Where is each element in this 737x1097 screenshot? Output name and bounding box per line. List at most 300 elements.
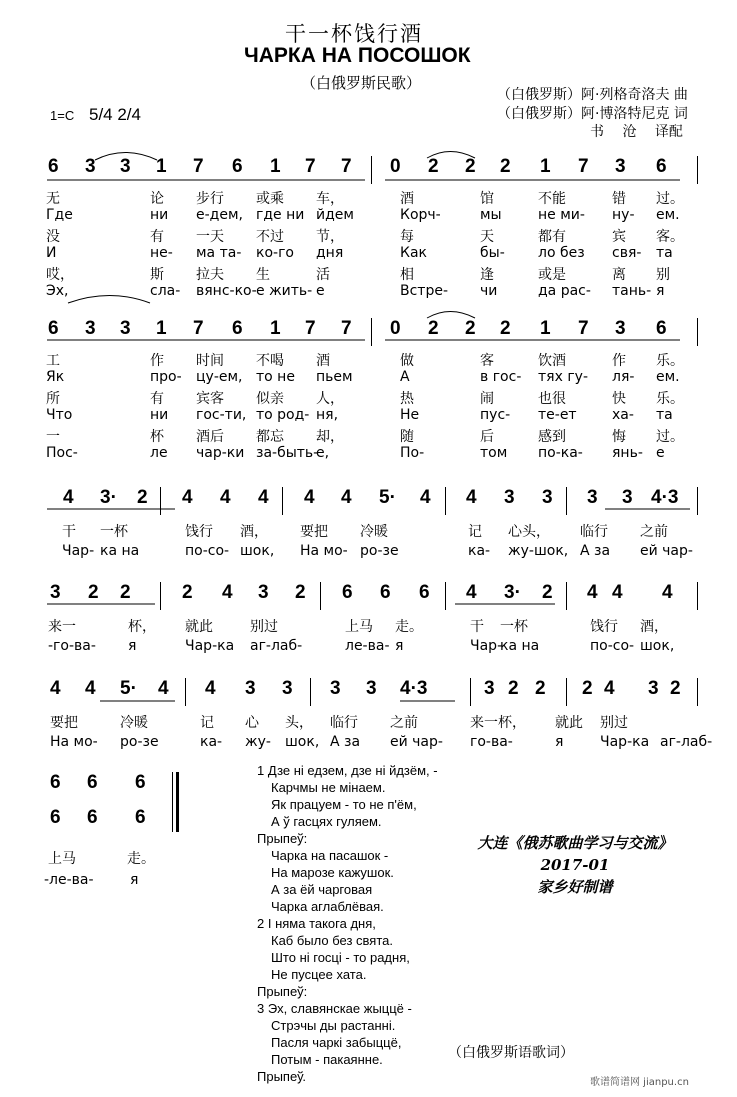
refrain-row-3 xyxy=(0,678,737,708)
note: 2 xyxy=(465,156,476,177)
verse-lyric: 生 xyxy=(256,267,270,283)
note: 4 xyxy=(466,487,477,508)
verse-lyric: А xyxy=(400,369,410,385)
note: 2 xyxy=(582,678,593,699)
refrain-lyric-ru: ро-зе xyxy=(120,734,159,750)
verse-lyric: пус- xyxy=(480,407,511,423)
stamp-line-1: 大连《俄苏歌曲学习与交流》 xyxy=(477,834,673,852)
belarusian-lyric-line: Пасля чаркі забыццё, xyxy=(271,1035,402,1050)
verse-lyric: 客。 xyxy=(656,229,684,245)
refrain-row-1-lyrics xyxy=(0,521,737,561)
note: 4 xyxy=(85,678,96,699)
note: 3 xyxy=(587,487,598,508)
note: 6 xyxy=(342,582,353,603)
refrain-lyric-cn: 别过 xyxy=(600,715,628,731)
note: 4·3 xyxy=(400,678,428,699)
refrain-lyric-ru: ка- xyxy=(200,734,223,750)
verse-lyric: 酒 xyxy=(400,191,414,207)
refrain-lyric-ru: На мо- xyxy=(50,734,98,750)
verse-lyric: Корч- xyxy=(400,207,441,223)
verse-lyric: ле xyxy=(150,445,168,461)
verse-lyric: 不喝 xyxy=(256,353,284,369)
refrain-lyric-ru: Чар- xyxy=(470,638,503,654)
refrain-lyric-cn: 干 xyxy=(62,524,76,540)
note: 2 xyxy=(542,582,553,603)
verse-lyric: янь- xyxy=(612,445,643,461)
verse-lyric: йдем xyxy=(316,207,354,223)
verse-lyric: Пос- xyxy=(46,445,78,461)
refrain-row-1 xyxy=(0,487,737,517)
verse-lyric: где ни xyxy=(256,207,305,223)
verse-lyric: не- xyxy=(150,245,173,261)
note: 2 xyxy=(120,582,131,603)
note: 3 xyxy=(484,678,495,699)
verse-lyric: 哎， xyxy=(46,267,74,283)
refrain-lyric-cn: 心头， xyxy=(508,524,550,540)
refrain-lyric-cn: 别过 xyxy=(250,619,278,635)
note: 2 xyxy=(500,318,511,339)
note: 4 xyxy=(205,678,216,699)
verse-lyric: 斯 xyxy=(150,267,164,283)
note: 2 xyxy=(670,678,681,699)
verse-lyric: 有 xyxy=(150,229,164,245)
refrain-lyric-ru: Чар-ка xyxy=(185,638,235,654)
verse-lyric: 车， xyxy=(316,191,344,207)
note: 3 xyxy=(258,582,269,603)
refrain-lyric-ru: шок, xyxy=(240,543,275,559)
note: 4 xyxy=(420,487,431,508)
note: 6 xyxy=(48,318,59,339)
verse-lyric: 闹 xyxy=(480,391,494,407)
verse-lyric: 宾 xyxy=(612,229,626,245)
refrain-lyric-cn: 要把 xyxy=(300,524,328,540)
verse-lyric: ну- xyxy=(612,207,635,223)
verse-lyric: бы- xyxy=(480,245,505,261)
verse-lyric: 酒后 xyxy=(196,429,224,445)
note: 2 xyxy=(500,156,511,177)
verse-lyric: мы xyxy=(480,207,502,223)
belarusian-lyric-line: Не пусцее хата. xyxy=(271,967,367,982)
stamp xyxy=(440,832,710,898)
refrain-lyric-ru: аг-лаб- xyxy=(660,734,713,750)
subtitle: （白俄罗斯民歌） xyxy=(301,74,422,92)
verse-lyric: 步行 xyxy=(196,191,224,207)
belarusian-lyric-line: Стрэчы ды растанні. xyxy=(271,1018,396,1033)
belarusian-lyric-line: На марозе кажушок. xyxy=(271,865,394,880)
verse-lyric: те-ет xyxy=(538,407,577,423)
note: 4 xyxy=(50,678,61,699)
note: 1 xyxy=(156,318,167,339)
note: 5· xyxy=(379,487,396,508)
refrain-lyric-ru: ка на xyxy=(100,543,140,559)
verse-lyric: 悔 xyxy=(612,429,626,445)
belarusian-lyric-line: 3 Эх, славянскае жыццё - xyxy=(257,1001,412,1016)
note: 6 xyxy=(50,807,61,828)
refrain-lyric-cn: 头， xyxy=(285,715,313,731)
verse-lyric: чар-ки xyxy=(196,445,245,461)
verse-lyric: я xyxy=(656,283,665,299)
credit-lyrics: （白俄罗斯）阿·博洛特尼克 词 xyxy=(497,106,688,122)
verse-lyric: вянс-ко- xyxy=(196,283,257,299)
note: 2 xyxy=(137,487,148,508)
belarusian-lyric-line: Прыпеў: xyxy=(257,984,308,999)
note: 5· xyxy=(120,678,137,699)
verse-lyric: 宾客 xyxy=(196,391,224,407)
note: 3 xyxy=(85,318,96,339)
refrain-lyric-cn: 一杯 xyxy=(100,524,128,540)
refrain-lyric-ru: шок, xyxy=(640,638,675,654)
verse-lyric: И xyxy=(46,245,57,261)
verse-lyric: 有 xyxy=(150,391,164,407)
verse-lyric: 似亲 xyxy=(256,391,284,407)
refrain-row-2-lyrics xyxy=(0,616,737,656)
refrain-lyric-cn: 记 xyxy=(200,715,214,731)
belarusian-lyric-line: 2 І няма такога дня, xyxy=(257,916,376,931)
note: 6 xyxy=(656,156,667,177)
verse-lyric: Как xyxy=(400,245,427,261)
ending-lyric-ru-1: -ле-ва- xyxy=(44,872,94,888)
verse-lyric: 或乘 xyxy=(256,191,284,207)
refrain-lyric-cn: 之前 xyxy=(390,715,418,731)
note: 6 xyxy=(87,807,98,828)
verse-lyric: 不能 xyxy=(538,191,566,207)
verse-lyric: ни xyxy=(150,207,169,223)
note: 4 xyxy=(63,487,74,508)
verse-lyric: 乐。 xyxy=(656,391,684,407)
refrain-lyric-cn: 要把 xyxy=(50,715,78,731)
verse-lyric: 过。 xyxy=(656,191,684,207)
note: 2 xyxy=(182,582,193,603)
refrain-lyric-cn: 来一 xyxy=(48,619,76,635)
refrain-lyric-cn: 冷暖 xyxy=(120,715,148,731)
verse-lyric: Что xyxy=(46,407,73,423)
refrain-lyric-cn: 就此 xyxy=(185,619,213,635)
refrain-lyric-cn: 饯行 xyxy=(185,524,213,540)
note: 7 xyxy=(193,318,204,339)
verse-lyric: ем. xyxy=(656,207,680,223)
verse-lyric: е, xyxy=(316,445,330,461)
verse-lyric: 一天 xyxy=(196,229,224,245)
verse-lyric: 都忘 xyxy=(256,429,284,445)
verse-lyric: 热 xyxy=(400,391,414,407)
verse-lyric: 别 xyxy=(656,267,670,283)
note: 4 xyxy=(258,487,269,508)
lyrics-language-note: （白俄罗斯语歌词） xyxy=(448,1045,574,1061)
ending-lyric-cn-1: 上马 xyxy=(48,851,76,867)
credit-translation: 书 沧 译配 xyxy=(590,124,683,140)
note: 6 xyxy=(380,582,391,603)
verse-lyric: 工 xyxy=(46,353,60,369)
verse-lyric: Як xyxy=(46,369,65,385)
verse-lyric: 时间 xyxy=(196,353,224,369)
verse-lyric: е xyxy=(656,445,665,461)
note: 2 xyxy=(295,582,306,603)
title-chinese: 干一杯饯行酒 xyxy=(285,22,423,46)
refrain-lyric-cn: 临行 xyxy=(580,524,608,540)
verse-lyric: 拉夫 xyxy=(196,267,224,283)
verse-lyric: в гос- xyxy=(480,369,522,385)
note: 4 xyxy=(341,487,352,508)
verse-lyric: Не xyxy=(400,407,420,423)
refrain-lyric-cn: 酒， xyxy=(240,524,268,540)
verse-lyric: 无 xyxy=(46,191,60,207)
verse-lyric: гос-ти, xyxy=(196,407,247,423)
verse-lyric: ма та- xyxy=(196,245,242,261)
note: 7 xyxy=(578,156,589,177)
note: 3 xyxy=(50,582,61,603)
verse-row-2 xyxy=(0,318,737,348)
note: 4 xyxy=(182,487,193,508)
note: 3 xyxy=(542,487,553,508)
note: 2 xyxy=(88,582,99,603)
note: 1 xyxy=(156,156,167,177)
note: 6 xyxy=(87,772,98,793)
note: 3 xyxy=(120,318,131,339)
ending-lyric-ru-2: я xyxy=(130,872,139,888)
belarusian-lyrics xyxy=(257,762,438,1085)
stamp-line-2: 2017-01 xyxy=(540,856,610,874)
note: 4 xyxy=(587,582,598,603)
note: 6 xyxy=(419,582,430,603)
watermark: 歌谱简谱网 jianpu.cn xyxy=(590,1077,689,1088)
note: 4 xyxy=(604,678,615,699)
refrain-lyric-ru: по-со- xyxy=(185,543,230,559)
verse-lyric: е-дем, xyxy=(196,207,243,223)
verse-lyric: 都有 xyxy=(538,229,566,245)
verse-lyric: та xyxy=(656,245,673,261)
verse-lyric: 饮酒 xyxy=(538,353,566,369)
verse-lyric: да рас- xyxy=(538,283,591,299)
verse-lyric: 酒 xyxy=(316,353,330,369)
note: 3· xyxy=(504,582,521,603)
title-russian: ЧАРКА НА ПОСОШОК xyxy=(244,44,471,67)
verse-lyric: По- xyxy=(400,445,425,461)
note: 1 xyxy=(270,318,281,339)
refrain-lyric-ru: жу-шок, xyxy=(508,543,569,559)
refrain-lyric-cn: 上马 xyxy=(345,619,373,635)
verse-lyric: 杯 xyxy=(150,429,164,445)
verse-lyric: 后 xyxy=(480,429,494,445)
verse-lyric: за-быть- xyxy=(256,445,319,461)
verse-lyric: ха- xyxy=(612,407,634,423)
refrain-lyric-cn: 记 xyxy=(468,524,482,540)
verse-lyric: 却， xyxy=(316,429,344,445)
verse-lyric: ко-го xyxy=(256,245,294,261)
note: 7 xyxy=(341,318,352,339)
ending-block xyxy=(0,772,200,892)
verse-lyric: 离 xyxy=(612,267,626,283)
note: 4 xyxy=(466,582,477,603)
belarusian-lyric-line: Як працуем - то не п'ём, xyxy=(271,797,417,812)
note: 2 xyxy=(428,156,439,177)
refrain-lyric-cn: 冷暖 xyxy=(360,524,388,540)
refrain-lyric-ru: ро-зе xyxy=(360,543,399,559)
belarusian-lyric-line: Чарка на пасашок - xyxy=(271,848,389,863)
verse-lyric: том xyxy=(480,445,508,461)
refrain-lyric-cn: 干 xyxy=(470,619,484,635)
refrain-row-2 xyxy=(0,582,737,612)
ending-lyric-cn-2: 走。 xyxy=(127,851,155,867)
note: 6 xyxy=(50,772,61,793)
verse-lyric: 错 xyxy=(612,191,626,207)
refrain-lyric-ru: го-ва- xyxy=(470,734,513,750)
note: 6 xyxy=(232,156,243,177)
note: 1 xyxy=(540,318,551,339)
note: 2 xyxy=(535,678,546,699)
belarusian-lyric-line: Карчмы не мінаем. xyxy=(271,780,386,795)
note: 3 xyxy=(648,678,659,699)
credit-music: （白俄罗斯）阿·列格奇洛夫 曲 xyxy=(497,87,688,103)
note: 4·3 xyxy=(651,487,679,508)
note: 2 xyxy=(465,318,476,339)
verse-lyric: Эх, xyxy=(46,283,69,299)
refrain-lyric-ru: жу- xyxy=(245,734,271,750)
note: 3 xyxy=(330,678,341,699)
verse-lyric: 逢 xyxy=(480,267,494,283)
verse-lyric: пьем xyxy=(316,369,353,385)
refrain-lyric-ru: аг-лаб- xyxy=(250,638,303,654)
refrain-lyric-ru: А за xyxy=(330,734,361,750)
verse-lyric: е xyxy=(316,283,325,299)
verse-lyric: 过。 xyxy=(656,429,684,445)
verse-lyric: 相 xyxy=(400,267,414,283)
note: 7 xyxy=(305,318,316,339)
verse-lyric: ем. xyxy=(656,369,680,385)
verse-lyric: Встре- xyxy=(400,283,449,299)
note: 3 xyxy=(366,678,377,699)
refrain-lyric-ru: ей чар- xyxy=(640,543,693,559)
refrain-lyric-cn: 心 xyxy=(245,715,259,731)
verse-lyric: по-ка- xyxy=(538,445,583,461)
refrain-lyric-ru: ка на xyxy=(500,638,540,654)
verse-lyric: 活 xyxy=(316,267,330,283)
verse-lyric: 随 xyxy=(400,429,414,445)
refrain-lyric-cn: 就此 xyxy=(555,715,583,731)
note: 7 xyxy=(578,318,589,339)
refrain-lyric-ru: -го-ва- xyxy=(48,638,96,654)
refrain-lyric-ru: я xyxy=(555,734,564,750)
refrain-lyric-ru: я xyxy=(395,638,404,654)
belarusian-lyric-line: Потым - пакаянне. xyxy=(271,1052,383,1067)
verse-lyric: 天 xyxy=(480,229,494,245)
verse-lyric: 作 xyxy=(150,353,164,369)
refrain-lyric-ru: по-со- xyxy=(590,638,635,654)
note: 7 xyxy=(305,156,316,177)
note: 0 xyxy=(390,156,401,177)
time-signature: 5/4 2/4 xyxy=(89,105,141,124)
verse-lyric: дня xyxy=(316,245,344,261)
note: 6 xyxy=(48,156,59,177)
note: 6 xyxy=(135,772,146,793)
refrain-lyric-ru: ка- xyxy=(468,543,491,559)
verse-lyric: не ми- xyxy=(538,207,585,223)
verse-lyric: 一 xyxy=(46,429,60,445)
verse-lyric: 客 xyxy=(480,353,494,369)
verse-row-2-lyrics xyxy=(0,350,737,470)
note: 2 xyxy=(428,318,439,339)
refrain-lyric-cn: 一杯 xyxy=(500,619,528,635)
refrain-lyric-cn: 杯， xyxy=(128,619,156,635)
belarusian-lyric-line: А ў гасцях гуляем. xyxy=(271,814,382,829)
note: 4 xyxy=(158,678,169,699)
verse-lyric: 作 xyxy=(612,353,626,369)
refrain-lyric-cn: 酒， xyxy=(640,619,668,635)
note: 6 xyxy=(135,807,146,828)
refrain-lyric-cn: 来一杯， xyxy=(470,715,526,731)
verse-lyric: цу-ем, xyxy=(196,369,243,385)
note: 6 xyxy=(232,318,243,339)
note: 1 xyxy=(540,156,551,177)
refrain-lyric-ru: Чар-ка xyxy=(600,734,650,750)
belarusian-lyric-line: Што ні госці - то радня, xyxy=(271,950,410,965)
verse-lyric: 所 xyxy=(46,391,60,407)
refrain-lyric-ru: ей чар- xyxy=(390,734,443,750)
note: 7 xyxy=(341,156,352,177)
verse-lyric: 人， xyxy=(316,391,344,407)
verse-lyric: 馆 xyxy=(480,191,494,207)
verse-lyric: 也很 xyxy=(538,391,566,407)
verse-lyric: тях гу- xyxy=(538,369,589,385)
refrain-lyric-cn: 饯行 xyxy=(590,619,618,635)
verse-lyric: 每 xyxy=(400,229,414,245)
verse-lyric: сла- xyxy=(150,283,181,299)
note: 4 xyxy=(220,487,231,508)
verse-lyric: свя- xyxy=(612,245,642,261)
note: 4 xyxy=(304,487,315,508)
verse-lyric: про- xyxy=(150,369,182,385)
note: 0 xyxy=(390,318,401,339)
verse-lyric: 或是 xyxy=(538,267,566,283)
refrain-lyric-ru: А за xyxy=(580,543,611,559)
verse-lyric: ло без xyxy=(538,245,585,261)
belarusian-lyric-line: Чарка аглаблёвая. xyxy=(271,899,384,914)
note: 3 xyxy=(504,487,515,508)
belarusian-lyric-line: Прыпеў. xyxy=(257,1069,306,1084)
verse-lyric: 快 xyxy=(612,391,626,407)
refrain-lyric-ru: Чар- xyxy=(62,543,95,559)
verse-lyric: 不过 xyxy=(256,229,284,245)
note: 3 xyxy=(622,487,633,508)
verse-lyric: ня, xyxy=(316,407,339,423)
belarusian-lyric-line: Прыпеў: xyxy=(257,831,308,846)
belarusian-lyric-line: А за ёй чарговая xyxy=(271,882,373,897)
note: 3 xyxy=(85,156,96,177)
verse-lyric: то не xyxy=(256,369,295,385)
verse-lyric: Где xyxy=(46,207,73,223)
verse-lyric: чи xyxy=(480,283,498,299)
note: 3 xyxy=(245,678,256,699)
refrain-row-3-lyrics xyxy=(0,712,737,752)
note: 7 xyxy=(193,156,204,177)
refrain-lyric-cn: 临行 xyxy=(330,715,358,731)
belarusian-lyric-line: Каб было без свята. xyxy=(271,933,393,948)
note: 3· xyxy=(100,487,117,508)
verse-lyric: тань- xyxy=(612,283,652,299)
note: 3 xyxy=(282,678,293,699)
refrain-lyric-ru: На мо- xyxy=(300,543,348,559)
stamp-line-3: 家乡好制谱 xyxy=(537,878,613,896)
refrain-lyric-cn: 之前 xyxy=(640,524,668,540)
verse-row-1-lyrics xyxy=(0,188,737,308)
verse-lyric: 做 xyxy=(400,353,414,369)
note: 4 xyxy=(222,582,233,603)
note: 3 xyxy=(615,318,626,339)
verse-lyric: 乐。 xyxy=(656,353,684,369)
verse-lyric: та xyxy=(656,407,673,423)
verse-lyric: то род- xyxy=(256,407,310,423)
note: 2 xyxy=(508,678,519,699)
verse-lyric: 没 xyxy=(46,229,60,245)
